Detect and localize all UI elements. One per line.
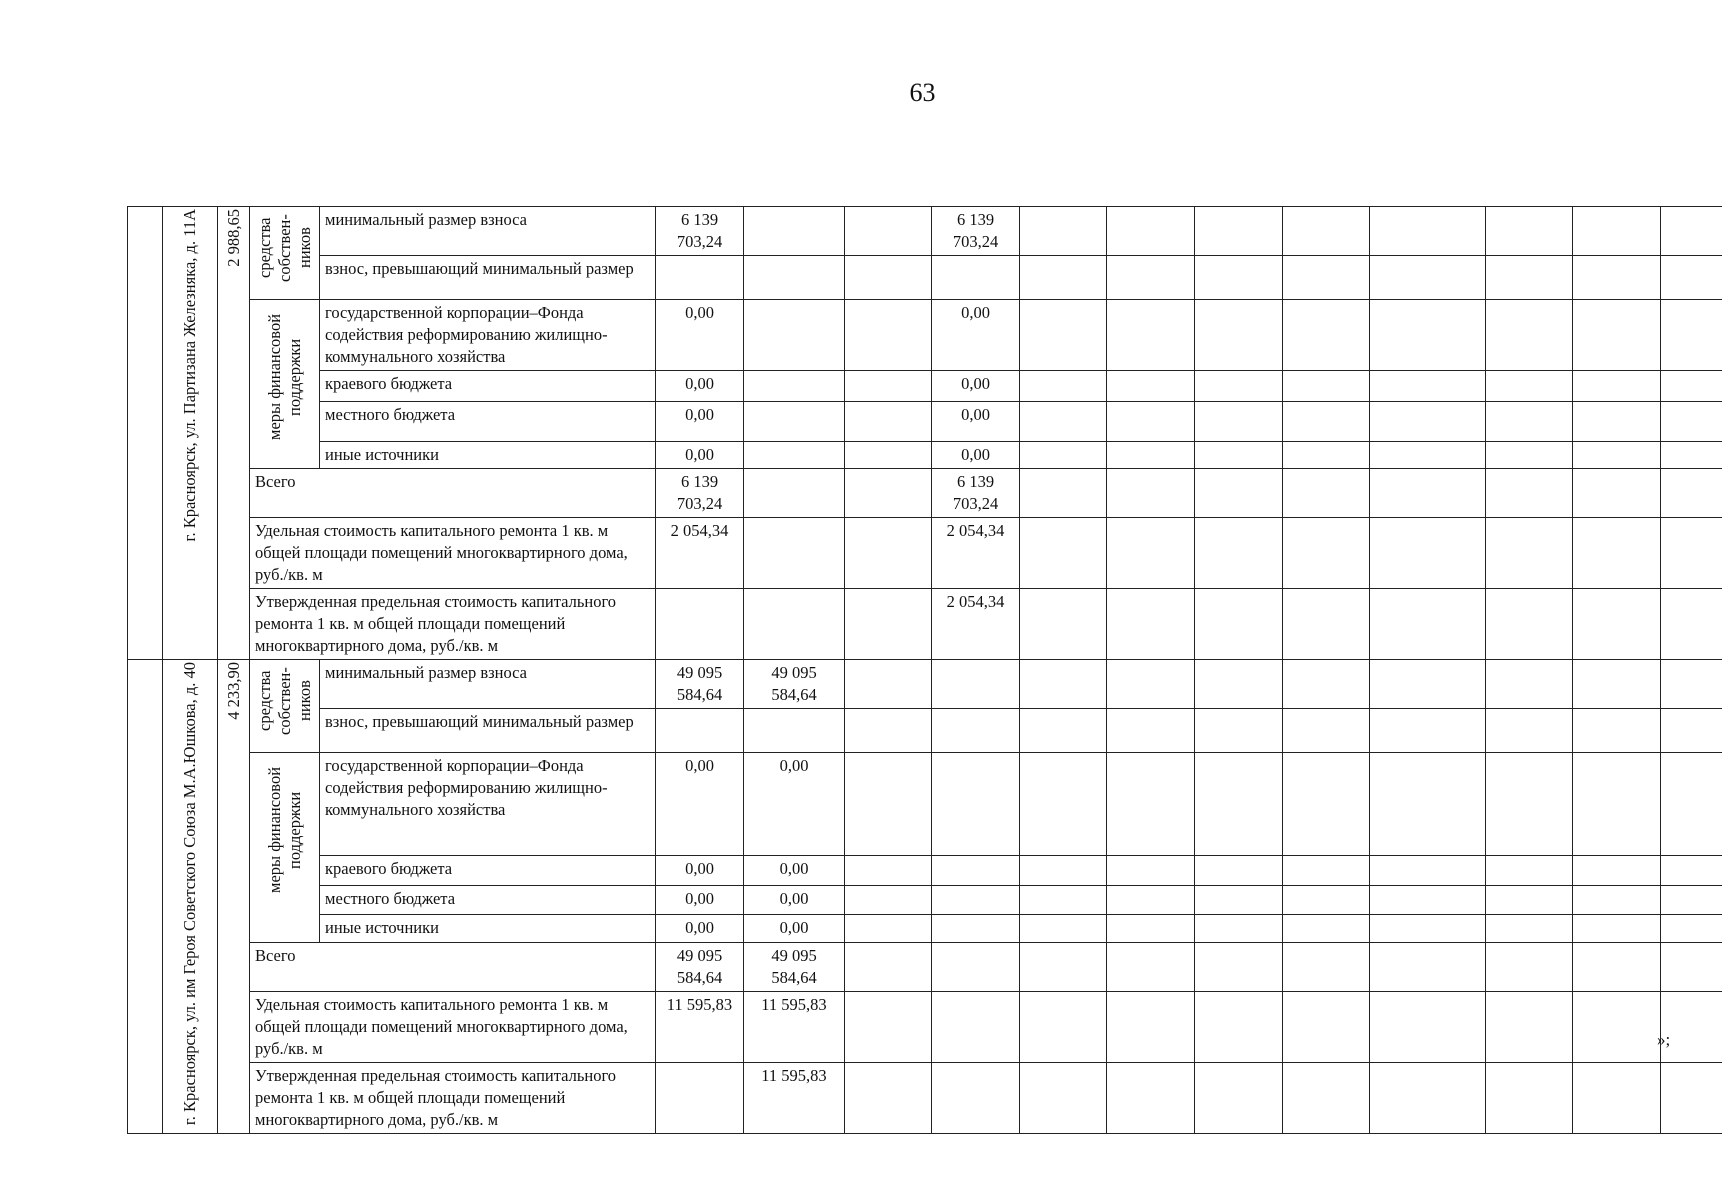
value-cell [845,914,932,942]
value-cell [656,256,744,300]
empty-cell [1195,660,1283,709]
empty-cell [1486,943,1573,992]
value-cell: 0,00 [932,442,1020,469]
empty-cell [1195,885,1283,914]
empty-cell [1486,207,1573,256]
empty-cell [1283,1063,1370,1134]
empty-cell [1370,207,1486,256]
value-cell: 0,00 [656,885,744,914]
row-label: краевого бюджета [320,371,656,402]
empty-cell [1283,371,1370,402]
group-financial-support [250,300,320,469]
empty-cell [1661,442,1722,469]
empty-cell [1573,885,1661,914]
value-cell: 0,00 [656,442,744,469]
table-row [128,943,1722,992]
empty-cell [1370,992,1486,1063]
empty-cell [1661,709,1722,753]
empty-cell [1020,402,1107,442]
value-cell: 0,00 [656,300,744,371]
value-cell [744,442,845,469]
empty-cell [1573,709,1661,753]
empty-cell [1370,914,1486,942]
empty-cell [1661,300,1722,371]
value-cell: 49 095 584,64 [744,660,845,709]
empty-cell [1486,402,1573,442]
empty-cell [1370,442,1486,469]
value-cell [744,402,845,442]
value-cell: 0,00 [932,402,1020,442]
empty-cell [1283,856,1370,885]
empty-cell [1370,402,1486,442]
table-row [128,709,1722,753]
empty-cell [1020,589,1107,660]
value-cell: 6 139 703,24 [932,207,1020,256]
table-row [128,589,1722,660]
row-label: Всего [250,469,656,518]
empty-cell [1661,660,1722,709]
empty-cell [1573,300,1661,371]
table-row [128,885,1722,914]
empty-cell [1283,442,1370,469]
row-label: Удельная стоимость капитального ремонта 1 кв. м общей площади помещений многоквартирного дома, руб./кв. м [250,518,656,589]
table-body [128,207,1722,1134]
empty-cell [1283,256,1370,300]
empty-cell [1107,371,1195,402]
index-cell [128,660,163,1134]
empty-cell [1370,856,1486,885]
empty-cell [1486,469,1573,518]
closing-quote: »; [1657,1030,1671,1049]
empty-cell [1370,256,1486,300]
value-cell [932,943,1020,992]
empty-cell [1107,589,1195,660]
empty-cell [1020,660,1107,709]
empty-cell [1020,709,1107,753]
empty-cell [1020,992,1107,1063]
empty-cell [1283,518,1370,589]
empty-cell [1573,207,1661,256]
group-financial-support [250,753,320,943]
empty-cell [1370,709,1486,753]
empty-cell [1283,914,1370,942]
value-cell: 2 054,34 [932,518,1020,589]
empty-cell [1486,856,1573,885]
value-cell [744,207,845,256]
value-cell [744,709,845,753]
empty-cell [1020,207,1107,256]
empty-cell [1195,856,1283,885]
row-label: минимальный размер взноса [320,207,656,256]
row-label: Утвержденная предельная стоимость капитального ремонта 1 кв. м общей площади помещений многоквартирного дома, руб./кв. м [250,1063,656,1134]
empty-cell [1195,1063,1283,1134]
empty-cell [1107,1063,1195,1134]
value-cell: 49 095 584,64 [656,943,744,992]
value-cell [845,1063,932,1134]
empty-cell [1661,371,1722,402]
empty-cell [1107,518,1195,589]
empty-cell [1370,1063,1486,1134]
value-cell: 2 054,34 [656,518,744,589]
value-cell [932,753,1020,856]
empty-cell [1486,518,1573,589]
empty-cell [1486,885,1573,914]
value-cell [656,1063,744,1134]
value-cell [932,660,1020,709]
empty-cell [1370,943,1486,992]
empty-cell [1661,914,1722,942]
value-cell [845,371,932,402]
empty-cell [1195,943,1283,992]
row-label: иные источники [320,442,656,469]
value-cell: 0,00 [744,914,845,942]
value-cell [744,518,845,589]
group-label: средства собствен-ников [255,667,314,735]
empty-cell [1573,992,1661,1063]
empty-cell [1195,371,1283,402]
value-cell [845,885,932,914]
group-label: меры финансовой поддержки [264,313,304,441]
empty-cell [1107,992,1195,1063]
value-cell [744,256,845,300]
empty-cell [1573,1063,1661,1134]
value-cell [656,709,744,753]
building-address: г. Красноярск, ул. Партизана Железняка, д. 11А [180,209,199,542]
table-row [128,660,1722,709]
empty-cell [1020,442,1107,469]
value-cell [932,256,1020,300]
empty-cell [1661,207,1722,256]
empty-cell [1283,402,1370,442]
value-cell: 0,00 [744,753,845,856]
value-cell [932,1063,1020,1134]
value-cell: 11 595,83 [744,992,845,1063]
empty-cell [1283,943,1370,992]
row-label: Утвержденная предельная стоимость капитального ремонта 1 кв. м общей площади помещений многоквартирного дома, руб./кв. м [250,589,656,660]
empty-cell [1486,1063,1573,1134]
empty-cell [1370,300,1486,371]
empty-cell [1020,914,1107,942]
empty-cell [1573,402,1661,442]
value-cell [744,371,845,402]
empty-cell [1283,300,1370,371]
value-cell [845,709,932,753]
empty-cell [1573,660,1661,709]
empty-cell [1107,207,1195,256]
table-row [128,256,1722,300]
empty-cell [1020,856,1107,885]
empty-cell [1107,914,1195,942]
row-label: Всего [250,943,656,992]
empty-cell [1195,300,1283,371]
empty-cell [1573,914,1661,942]
value-cell [845,469,932,518]
row-label: местного бюджета [320,885,656,914]
value-cell [845,402,932,442]
value-cell: 11 595,83 [744,1063,845,1134]
empty-cell [1195,518,1283,589]
value-cell [744,300,845,371]
value-cell [932,914,1020,942]
building-area: 4 233,90 [223,662,243,720]
empty-cell [1486,992,1573,1063]
value-cell [845,300,932,371]
empty-cell [1107,402,1195,442]
value-cell [744,469,845,518]
empty-cell [1195,442,1283,469]
value-cell: 0,00 [932,371,1020,402]
empty-cell [1661,469,1722,518]
empty-cell [1195,914,1283,942]
empty-cell [1573,589,1661,660]
empty-cell [1195,207,1283,256]
empty-cell [1370,371,1486,402]
empty-cell [1486,371,1573,402]
value-cell: 49 095 584,64 [656,660,744,709]
table-row [128,856,1722,885]
value-cell [845,207,932,256]
empty-cell [1486,660,1573,709]
table-row [128,992,1722,1063]
address-cell [163,660,218,1134]
empty-cell [1107,885,1195,914]
empty-cell [1661,992,1722,1063]
group-owners-funds [250,660,320,753]
empty-cell [1283,885,1370,914]
value-cell: 0,00 [656,914,744,942]
empty-cell [1573,856,1661,885]
empty-cell [1661,856,1722,885]
empty-cell [1661,589,1722,660]
address-cell [163,207,218,660]
empty-cell [1020,371,1107,402]
empty-cell [1195,256,1283,300]
empty-cell [1195,709,1283,753]
value-cell [845,753,932,856]
value-cell: 49 095 584,64 [744,943,845,992]
empty-cell [1661,256,1722,300]
empty-cell [1661,1063,1722,1134]
empty-cell [1573,469,1661,518]
table-row [128,442,1722,469]
table-row [128,207,1722,256]
table-row [128,371,1722,402]
empty-cell [1370,589,1486,660]
empty-cell [1661,943,1722,992]
value-cell: 0,00 [656,753,744,856]
empty-cell [1107,943,1195,992]
empty-cell [1486,256,1573,300]
empty-cell [1195,469,1283,518]
empty-cell [1020,469,1107,518]
empty-cell [1107,709,1195,753]
empty-cell [1486,300,1573,371]
value-cell: 11 595,83 [656,992,744,1063]
empty-cell [1195,992,1283,1063]
value-cell [845,992,932,1063]
value-cell [845,943,932,992]
empty-cell [1370,518,1486,589]
value-cell: 0,00 [932,300,1020,371]
empty-cell [1573,442,1661,469]
table-row [128,402,1722,442]
value-cell [845,589,932,660]
empty-cell [1020,300,1107,371]
table-row [128,914,1722,942]
value-cell: 0,00 [744,885,845,914]
page-number: 63 [909,78,936,107]
empty-cell [1486,709,1573,753]
index-cell [128,207,163,660]
empty-cell [1486,442,1573,469]
empty-cell [1573,518,1661,589]
row-label: местного бюджета [320,402,656,442]
area-cell [218,660,250,1134]
empty-cell [1661,753,1722,856]
value-cell: 6 139 703,24 [656,469,744,518]
row-label: взнос, превышающий минимальный размер [320,256,656,300]
value-cell [932,992,1020,1063]
table-row [128,753,1722,856]
value-cell [845,442,932,469]
empty-cell [1020,1063,1107,1134]
value-cell [932,885,1020,914]
group-owners-funds [250,207,320,300]
table-row [128,1063,1722,1134]
value-cell: 0,00 [656,371,744,402]
empty-cell [1370,885,1486,914]
empty-cell [1195,402,1283,442]
value-cell [656,589,744,660]
empty-cell [1283,469,1370,518]
row-label: краевого бюджета [320,856,656,885]
group-label: средства собствен-ников [255,214,314,282]
empty-cell [1107,300,1195,371]
value-cell: 6 139 703,24 [932,469,1020,518]
row-label: минимальный размер взноса [320,660,656,709]
empty-cell [1283,207,1370,256]
financing-table [127,206,1722,1134]
value-cell: 0,00 [656,856,744,885]
table-row [128,469,1722,518]
value-cell [932,709,1020,753]
value-cell [845,518,932,589]
value-cell: 0,00 [656,402,744,442]
row-label: государственной корпорации–Фонда содействия реформированию жилищно-коммунального хозяйства [320,300,656,371]
row-label: Удельная стоимость капитального ремонта 1 кв. м общей площади помещений многоквартирного дома, руб./кв. м [250,992,656,1063]
empty-cell [1107,856,1195,885]
empty-cell [1020,753,1107,856]
empty-cell [1486,589,1573,660]
building-address: г. Красноярск, ул. им Героя Советского Союза М.А.Юшкова, д. 40 [180,662,199,1126]
row-label: государственной корпорации–Фонда содействия реформированию жилищно-коммунального хозяйства [320,753,656,856]
empty-cell [1195,753,1283,856]
value-cell [845,856,932,885]
empty-cell [1573,753,1661,856]
empty-cell [1283,992,1370,1063]
empty-cell [1661,402,1722,442]
building-area: 2 988,65 [223,209,243,267]
empty-cell [1283,753,1370,856]
empty-cell [1283,709,1370,753]
empty-cell [1573,943,1661,992]
empty-cell [1107,442,1195,469]
empty-cell [1573,371,1661,402]
empty-cell [1370,753,1486,856]
empty-cell [1107,753,1195,856]
empty-cell [1020,518,1107,589]
empty-cell [1107,469,1195,518]
empty-cell [1020,943,1107,992]
empty-cell [1573,256,1661,300]
row-label: иные источники [320,914,656,942]
value-cell [932,856,1020,885]
group-label: меры финансовой поддержки [264,766,304,894]
table-row [128,300,1722,371]
empty-cell [1283,589,1370,660]
empty-cell [1486,753,1573,856]
value-cell [845,256,932,300]
empty-cell [1370,469,1486,518]
empty-cell [1486,914,1573,942]
value-cell [845,660,932,709]
empty-cell [1195,589,1283,660]
empty-cell [1107,256,1195,300]
value-cell [744,589,845,660]
value-cell: 6 139 703,24 [656,207,744,256]
empty-cell [1020,256,1107,300]
value-cell: 0,00 [744,856,845,885]
value-cell: 2 054,34 [932,589,1020,660]
area-cell [218,207,250,660]
empty-cell [1661,518,1722,589]
empty-cell [1283,660,1370,709]
empty-cell [1661,885,1722,914]
table-row [128,518,1722,589]
empty-cell [1370,660,1486,709]
row-label: взнос, превышающий минимальный размер [320,709,656,753]
empty-cell [1020,885,1107,914]
empty-cell [1107,660,1195,709]
